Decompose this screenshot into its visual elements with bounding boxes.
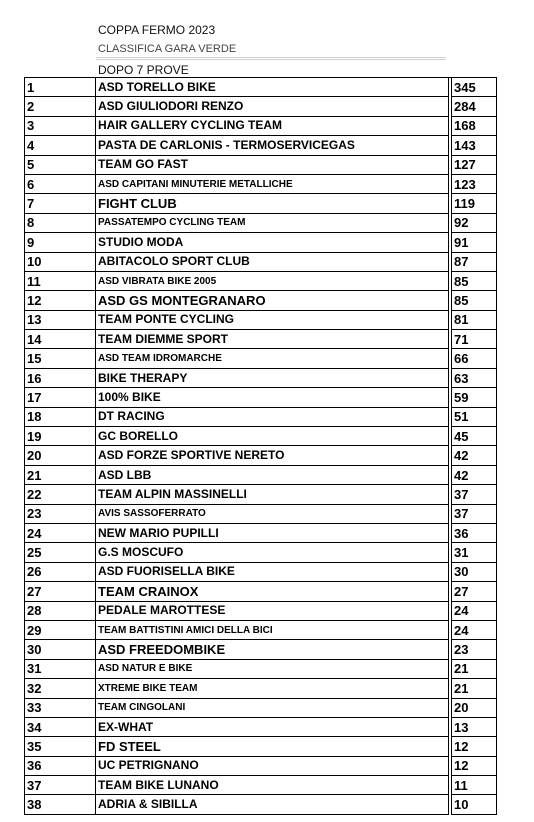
- rank-cell: 16: [25, 368, 96, 387]
- team-name-cell: TEAM PONTE CYCLING: [96, 310, 449, 329]
- rank-cell: 12: [25, 291, 96, 310]
- team-name-cell: TEAM BIKE LUNANO: [96, 776, 449, 795]
- team-name-cell: HAIR GALLERY CYCLING TEAM: [96, 116, 449, 135]
- points-cell: 127: [452, 155, 497, 174]
- table-row: [25, 620, 497, 639]
- rank-cell: 30: [25, 640, 96, 659]
- points-cell: 91: [452, 233, 497, 252]
- team-name-cell: 100% BIKE: [96, 388, 449, 407]
- team-name-cell: ABITACOLO SPORT CLUB: [96, 252, 449, 271]
- table-row: [25, 737, 497, 756]
- team-name-cell: ASD FREEDOMBIKE: [96, 640, 449, 659]
- table-row: [25, 562, 497, 581]
- table-row: [25, 310, 497, 329]
- team-name-cell: PASTA DE CARLONIS - TERMOSERVICEGAS: [96, 136, 449, 155]
- points-cell: 42: [452, 446, 497, 465]
- team-name-cell: STUDIO MODA: [96, 233, 449, 252]
- table-row: [25, 659, 497, 678]
- points-cell: 24: [452, 620, 497, 639]
- team-name-cell: GC BORELLO: [96, 427, 449, 446]
- header-divider: [96, 57, 446, 58]
- points-cell: 87: [452, 252, 497, 271]
- points-cell: 21: [452, 679, 497, 698]
- team-name-cell: TEAM CRAINOX: [96, 582, 449, 601]
- team-name-cell: ASD LBB: [96, 465, 449, 484]
- team-name-cell: XTREME BIKE TEAM: [96, 679, 449, 698]
- team-name-cell: ASD NATUR E BIKE: [96, 659, 449, 678]
- points-cell: 168: [452, 116, 497, 135]
- points-cell: 63: [452, 368, 497, 387]
- rank-cell: 2: [25, 97, 96, 116]
- table-row: [25, 756, 497, 775]
- rank-cell: 19: [25, 427, 96, 446]
- rank-cell: 11: [25, 271, 96, 290]
- rank-cell: 37: [25, 776, 96, 795]
- rank-cell: 23: [25, 504, 96, 523]
- team-name-cell: TEAM BATTISTINI AMICI DELLA BICI: [96, 620, 449, 639]
- points-cell: 92: [452, 213, 497, 232]
- table-row: [25, 485, 497, 504]
- team-name-cell: ASD VIBRATA BIKE 2005: [96, 271, 449, 290]
- team-name-cell: FIGHT CLUB: [96, 194, 449, 213]
- team-name-cell: TEAM DIEMME SPORT: [96, 330, 449, 349]
- rank-cell: 15: [25, 349, 96, 368]
- stage-label: DOPO 7 PROVE: [98, 63, 189, 77]
- table-row: [25, 543, 497, 562]
- points-cell: 30: [452, 562, 497, 581]
- team-name-cell: ASD FORZE SPORTIVE NERETO: [96, 446, 449, 465]
- points-cell: 10: [452, 795, 497, 814]
- points-cell: 59: [452, 388, 497, 407]
- points-cell: 71: [452, 330, 497, 349]
- rank-cell: 1: [25, 78, 96, 97]
- table-row: [25, 640, 497, 659]
- table-row: [25, 601, 497, 620]
- table-row: [25, 446, 497, 465]
- table-row: [25, 136, 497, 155]
- table-row: [25, 233, 497, 252]
- team-name-cell: AVIS SASSOFERRATO: [96, 504, 449, 523]
- table-row: [25, 776, 497, 795]
- points-cell: 21: [452, 659, 497, 678]
- table-row: [25, 174, 497, 193]
- points-cell: 36: [452, 523, 497, 542]
- rank-cell: 28: [25, 601, 96, 620]
- rank-cell: 5: [25, 155, 96, 174]
- rank-cell: 10: [25, 252, 96, 271]
- table-row: [25, 97, 497, 116]
- rank-cell: 27: [25, 582, 96, 601]
- points-cell: 37: [452, 485, 497, 504]
- rank-cell: 9: [25, 233, 96, 252]
- team-name-cell: TEAM CINGOLANI: [96, 698, 449, 717]
- team-name-cell: TEAM GO FAST: [96, 155, 449, 174]
- table-row: [25, 698, 497, 717]
- rank-cell: 29: [25, 620, 96, 639]
- table-row: [25, 795, 497, 814]
- points-cell: 12: [452, 756, 497, 775]
- table-row: [25, 407, 497, 426]
- points-cell: 66: [452, 349, 497, 368]
- table-row: [25, 504, 497, 523]
- table-row: [25, 717, 497, 736]
- points-cell: 123: [452, 174, 497, 193]
- rank-cell: 32: [25, 679, 96, 698]
- document-subtitle: CLASSIFICA GARA VERDE: [98, 43, 237, 55]
- team-name-cell: ASD GS MONTEGRANARO: [96, 291, 449, 310]
- table-row: [25, 330, 497, 349]
- table-row: [25, 368, 497, 387]
- points-cell: 85: [452, 291, 497, 310]
- header-divider-second: [96, 59, 446, 60]
- rank-cell: 8: [25, 213, 96, 232]
- rank-cell: 34: [25, 717, 96, 736]
- rank-cell: 17: [25, 388, 96, 407]
- points-cell: 119: [452, 194, 497, 213]
- rank-cell: 36: [25, 756, 96, 775]
- rank-cell: 24: [25, 523, 96, 542]
- points-cell: 45: [452, 427, 497, 446]
- table-row: [25, 465, 497, 484]
- rank-cell: 31: [25, 659, 96, 678]
- team-name-cell: G.S MOSCUFO: [96, 543, 449, 562]
- team-name-cell: ASD CAPITANI MINUTERIE METALLICHE: [96, 174, 449, 193]
- rank-cell: 3: [25, 116, 96, 135]
- points-cell: 13: [452, 717, 497, 736]
- rank-cell: 14: [25, 330, 96, 349]
- team-name-cell: BIKE THERAPY: [96, 368, 449, 387]
- rank-cell: 25: [25, 543, 96, 562]
- table-row: [25, 427, 497, 446]
- points-cell: 284: [452, 97, 497, 116]
- standings-rows: [25, 78, 497, 815]
- table-row: [25, 523, 497, 542]
- team-name-cell: FD STEEL: [96, 737, 449, 756]
- points-cell: 11: [452, 776, 497, 795]
- points-cell: 345: [452, 78, 497, 97]
- rank-cell: 22: [25, 485, 96, 504]
- points-cell: 37: [452, 504, 497, 523]
- table-row: [25, 582, 497, 601]
- team-name-cell: UC PETRIGNANO: [96, 756, 449, 775]
- standings-table: [24, 77, 497, 815]
- points-cell: 81: [452, 310, 497, 329]
- rank-cell: 13: [25, 310, 96, 329]
- rank-cell: 33: [25, 698, 96, 717]
- team-name-cell: ASD TORELLO BIKE: [96, 78, 449, 97]
- points-cell: 143: [452, 136, 497, 155]
- table-row: [25, 155, 497, 174]
- table-row: [25, 291, 497, 310]
- table-row: [25, 271, 497, 290]
- team-name-cell: DT RACING: [96, 407, 449, 426]
- team-name-cell: NEW MARIO PUPILLI: [96, 523, 449, 542]
- table-row: [25, 78, 497, 97]
- team-name-cell: ADRIA & SIBILLA: [96, 795, 449, 814]
- team-name-cell: ASD TEAM IDROMARCHE: [96, 349, 449, 368]
- team-name-cell: ASD GIULIODORI RENZO: [96, 97, 449, 116]
- rank-cell: 35: [25, 737, 96, 756]
- table-row: [25, 679, 497, 698]
- team-name-cell: EX-WHAT: [96, 717, 449, 736]
- table-row: [25, 252, 497, 271]
- rank-cell: 38: [25, 795, 96, 814]
- rank-cell: 26: [25, 562, 96, 581]
- points-cell: 27: [452, 582, 497, 601]
- rank-cell: 6: [25, 174, 96, 193]
- team-name-cell: TEAM ALPIN MASSINELLI: [96, 485, 449, 504]
- rank-cell: 18: [25, 407, 96, 426]
- points-cell: 12: [452, 737, 497, 756]
- table-row: [25, 349, 497, 368]
- points-cell: 85: [452, 271, 497, 290]
- points-cell: 20: [452, 698, 497, 717]
- points-cell: 23: [452, 640, 497, 659]
- table-row: [25, 194, 497, 213]
- points-cell: 24: [452, 601, 497, 620]
- team-name-cell: ASD FUORISELLA BIKE: [96, 562, 449, 581]
- table-row: [25, 213, 497, 232]
- rank-cell: 20: [25, 446, 96, 465]
- points-cell: 51: [452, 407, 497, 426]
- rank-cell: 4: [25, 136, 96, 155]
- points-cell: 31: [452, 543, 497, 562]
- points-cell: 42: [452, 465, 497, 484]
- team-name-cell: PEDALE MAROTTESE: [96, 601, 449, 620]
- rank-cell: 7: [25, 194, 96, 213]
- document-title: COPPA FERMO 2023: [98, 23, 216, 37]
- table-row: [25, 388, 497, 407]
- rank-cell: 21: [25, 465, 96, 484]
- team-name-cell: PASSATEMPO CYCLING TEAM: [96, 213, 449, 232]
- table-row: [25, 116, 497, 135]
